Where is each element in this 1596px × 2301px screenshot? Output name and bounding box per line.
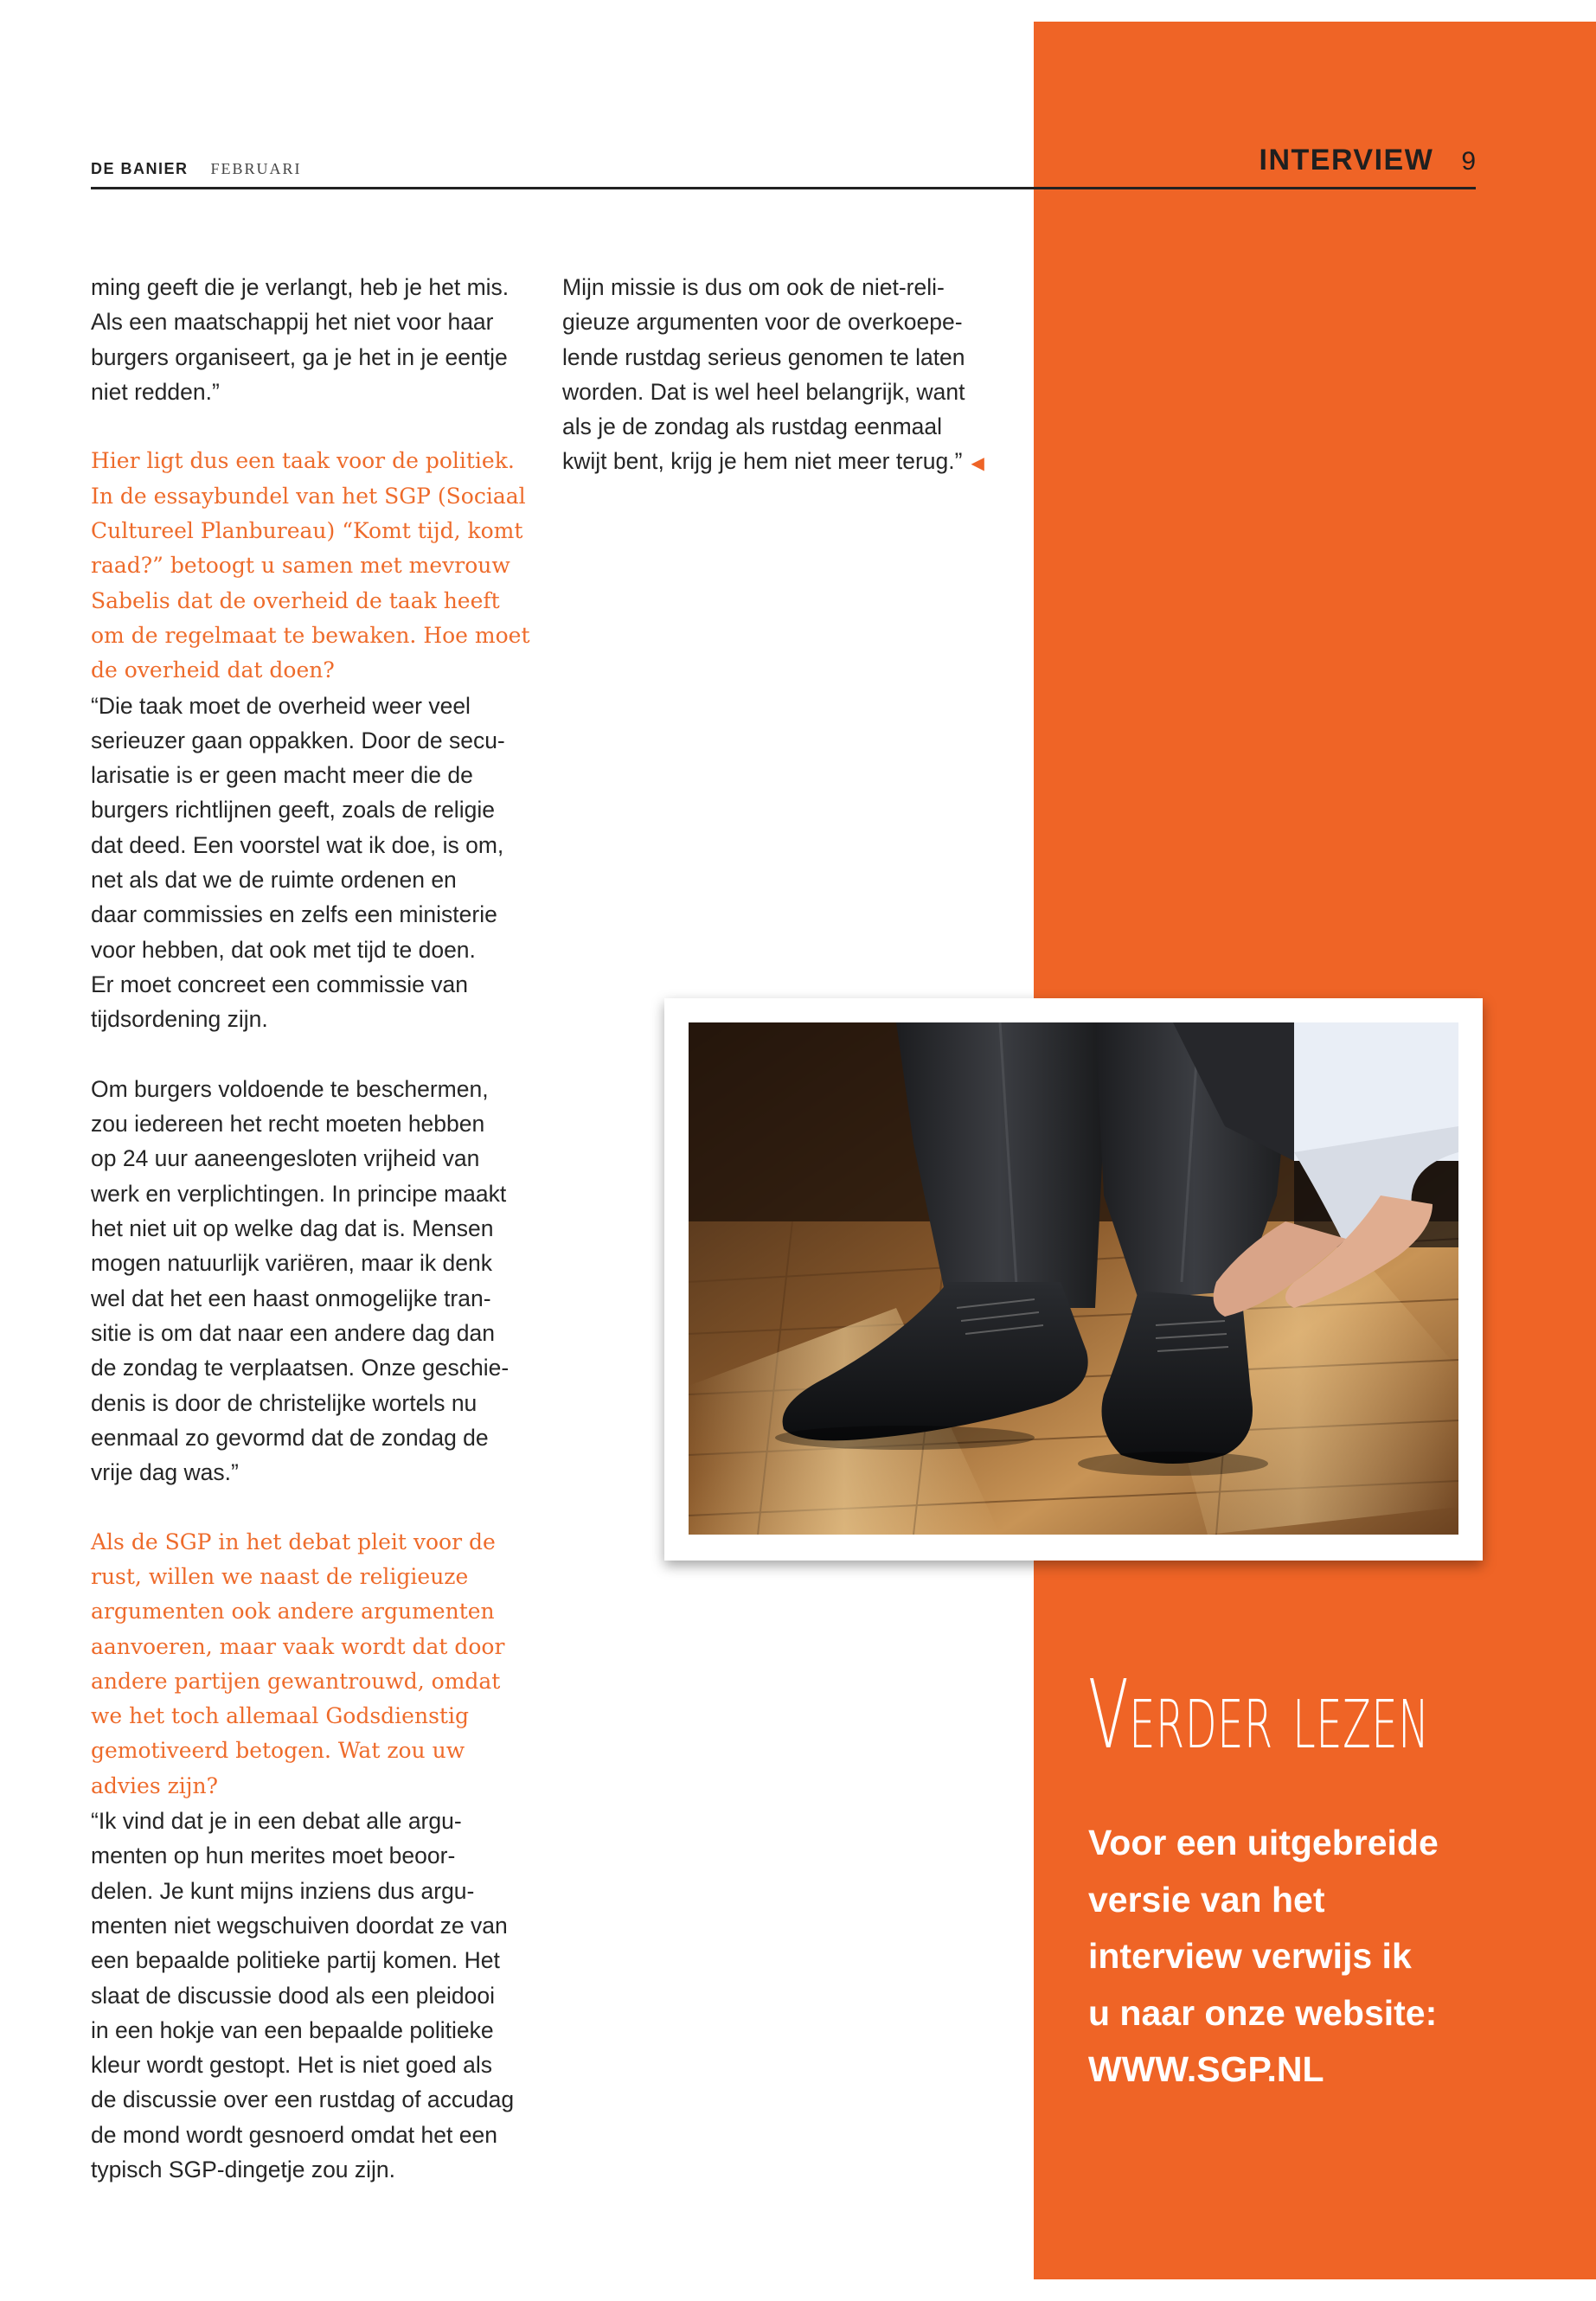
photo-shoes — [689, 1022, 1458, 1535]
article-column-middle — [562, 270, 1012, 482]
page-number: 9 — [1461, 147, 1476, 176]
running-header-left — [91, 158, 302, 179]
answer-paragraph: “Ik vind dat je in een debat alle argu- menten op hun merites moet beoor- delen. Je kunt mijns inziens dus argu- menten niet wegschuiven doordat ze van een bepaalde politieke partij komen. Het slaat de discussie dood als een pleidooi in een hokje van een bepaalde politieke kleur wordt gestopt. Het is niet goed als de discussie over een rustdag of accudag de mond wordt gesnoerd omdat het een typisch SGP-dingetje zou zijn. — [91, 1808, 515, 2183]
answer-paragraph — [562, 270, 1012, 482]
shoe-photo-illustration — [689, 1022, 1458, 1535]
answer-paragraph: Om burgers voldoende te beschermen, zou iedereen het recht moeten hebben op 24 uur aaneengesloten vrijheid van werk en verplichtingen. In principe maakt het niet uit op welke dag dat is. Mensen mogen natuurlijk variëren, maar ik denk wel dat het een haast onmogelijke tran- sitie is om dat naar een andere dag dan de zondag te verplaatsen. Onze geschie- denis is door de christelijke wortels nu eenmaal zo gevormd dat de zondag de vrije dag was.” — [91, 1075, 510, 1486]
website-promo-text: Voor een uitgebreide versie van het interview verwijs ik u naar onze website: WWW.SGP.NL — [1088, 1823, 1439, 2089]
section-title: INTERVIEW — [1259, 144, 1434, 176]
article-column-left — [91, 270, 541, 2187]
publication-name: DE BANIER — [91, 159, 189, 177]
website-promo — [1088, 1815, 1538, 2099]
issue-month: FEBRUARI — [210, 159, 302, 177]
running-header-right — [1259, 144, 1476, 177]
header-rule — [91, 187, 1476, 189]
end-of-article-icon: ◀ — [971, 454, 984, 474]
further-reading-heading: Verder lezen — [1088, 1659, 1430, 1770]
photo-frame — [664, 998, 1483, 1561]
answer-paragraph: “Die taak moet de overheid weer veel serieuzer gaan oppakken. Door de secu- larisatie is er geen macht meer die de burgers richtlijnen geeft, zoals de religie dat deed. Een voorstel wat ik doe, is om, net als dat we de ruimte ordenen en daar commissies en zelfs een ministerie voor hebben, dat ook met tijd te doen. Er moet concreet een commissie van tijdsordening zijn. — [91, 692, 505, 1033]
question-paragraph: Hier ligt dus een taak voor de politiek. In de essaybundel van het SGP (Sociaal Cultureel Planbureau) “Komt tijd, komt raad?” betoogt u samen met mevrouw Sabelis dat de overheid de taak heeft om de regelmaat te bewaken. Hoe moet de overheid dat doen? — [91, 448, 530, 683]
question-paragraph: Als de SGP in het debat pleit voor de rust, willen we naast de religieuze argumenten ook andere argumenten aanvoeren, maar vaak wordt dat door andere partijen gewantrouwd, omdat we het toch allemaal Godsdienstig gemotiveerd betogen. Wat zou uw advies zijn? — [91, 1529, 505, 1798]
answer-paragraph: ming geeft die je verlangt, heb je het mis. Als een maatschappij het niet voor haar burgers organiseert, ga je het in je eentje niet redden.” — [91, 274, 510, 405]
closing-paragraph-text: Mijn missie is dus om ook de niet-reli- gieuze argumenten voor de overkoepe- lende rustdag serieus genomen te laten worden. Dat is wel heel belangrijk, want als je de zondag als rustdag eenmaal kwijt bent, krijg je hem niet meer terug.” — [562, 274, 965, 475]
